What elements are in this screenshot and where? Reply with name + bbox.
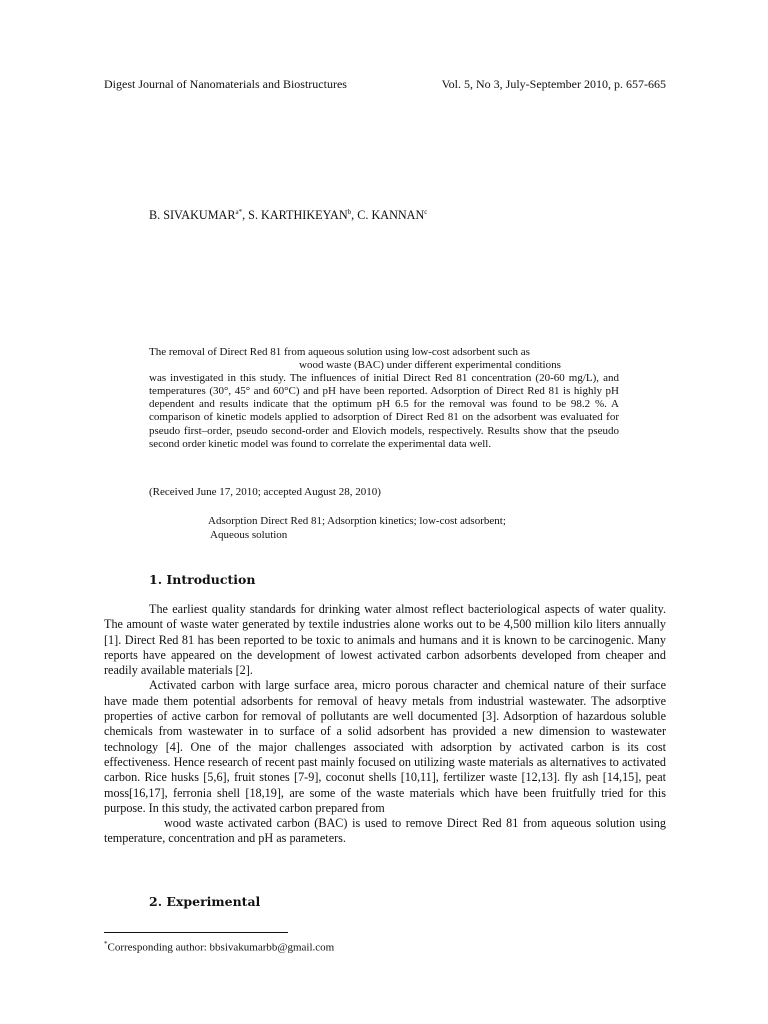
abstract-line: wood waste (BAC) under different experimental conditions <box>299 359 561 372</box>
abstract <box>149 346 619 451</box>
paragraph: The earliest quality standards for drinking water almost reflect bacteriological aspects of water quality. The amount of waste water generated by textile industries alone works out to be 4,500 million kilo liters annually [1]. Direct Red 81 has been reported to be toxic to animals and humans and it is known to be carcinogenic. Many reports have appeared on the development of lowest activated carbon adsorbents developed from cheaper and readily available materials [2]. <box>104 602 666 678</box>
volume-info: Vol. 5, No 3, July-September 2010, p. 657-665 <box>441 77 666 91</box>
affiliation-mark: c <box>424 208 428 216</box>
keywords-line: Adsorption Direct Red 81; Adsorption kinetics; low-cost adsorbent; <box>208 515 506 527</box>
footnote-text: Corresponding author: bbsivakumarbb@gmail.com <box>107 941 335 954</box>
affiliation-mark: a* <box>235 208 243 216</box>
affiliation-mark: b <box>347 208 352 216</box>
author-name: , C. KANNAN <box>351 208 425 223</box>
footnote-divider <box>104 932 288 933</box>
author-name: B. SIVAKUMAR <box>149 208 236 223</box>
section-heading-experimental: 2. Experimental <box>149 894 261 909</box>
introduction-body <box>104 602 666 847</box>
footnote-mark: * <box>104 940 108 948</box>
keywords <box>208 515 506 542</box>
abstract-line: The removal of Direct Red 81 from aqueous solution using low-cost adsorbent such as <box>149 346 530 358</box>
paragraph: wood waste activated carbon (BAC) is used to remove Direct Red 81 from aqueous solution using temperature, concentration and pH as parameters. <box>104 816 666 846</box>
abstract-text: was investigated in this study. The influences of initial Direct Red 81 concentration (20-60 mg/L), and temperatures (30°, 45° and 60°C) and pH have been reported. Adsorption of Direct Red 81 is highly pH dependent and results indicate that the optimum pH 6.5 for the removal was found to be 98.2 %. A comparison of kinetic models applied to adsorption of Direct Red 81 on the adsorbent was evaluated for pseudo first–order, pseudo second-order and Elovich models, respectively. Results show that the pseudo second order kinetic model was found to correlate the experimental data well. <box>149 372 619 450</box>
author-name: , S. KARTHIKEYAN <box>242 208 348 223</box>
journal-name: Digest Journal of Nanomaterials and Biostructures <box>104 77 347 91</box>
received-dates: (Received June 17, 2010; accepted August 28, 2010) <box>149 486 381 498</box>
section-heading-introduction: 1. Introduction <box>149 572 256 587</box>
author-list <box>149 208 427 223</box>
paragraph: Activated carbon with large surface area, micro porous character and chemical nature of their surface have made them potential adsorbents for removal of heavy metals from industrial wastewater. The adsorptive properties of active carbon for removal of pollutants are well documented [3]. Adsorption of hazardous soluble chemicals from wastewater in to surface of a solid adsorbent has provided a new dimension to wastewater technology [4]. One of the major challenges associated with adsorption by activated carbon is its cost effectiveness. Hence research of recent past mainly focused on utilizing waste materials as alternatives to activated carbon. Rice husks [5,6], fruit stones [7-9], coconut shells [10,11], fertilizer waste [12,13]. fly ash [14,15], peat moss[16,17], ferronia shell [18,19], are some of the waste materials which have been fruitfully tried for this purpose. In this study, the activated carbon prepared from <box>104 678 666 815</box>
keywords-line: Aqueous solution <box>210 528 288 541</box>
footnote <box>104 940 334 954</box>
